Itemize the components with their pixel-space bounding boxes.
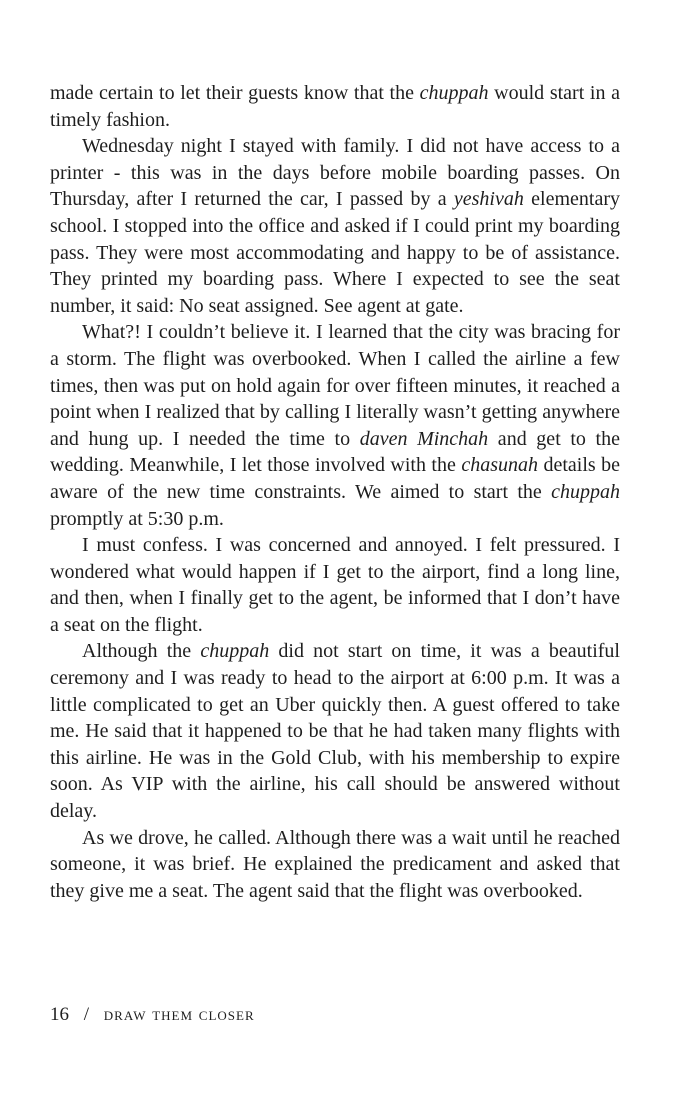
text-run: As we drove, he called. Although there was a wait until he reached someone, it was brief. He explained the predicament and asked that they give me a seat. The agent said that the flight was overbooked.: [50, 826, 620, 902]
book-title: draw them closer: [103, 1004, 255, 1025]
page-number: 16: [50, 1004, 69, 1025]
paragraph: [50, 133, 620, 319]
italic-term: chuppah: [419, 82, 489, 104]
italic-term: daven Minchah: [359, 427, 489, 450]
running-footer: [50, 1004, 255, 1026]
paragraph: [50, 532, 620, 638]
paragraph: [50, 825, 620, 905]
text-run: Although the: [82, 640, 201, 663]
text-run: did not start on time, it was a beautiful ceremony and I was ready to head to the airport at 6:00 p.m. It was a little complicated to get an Uber quickly then. A guest offered to take me. He said that it happened to be that he had taken many flights with this airline. He was in the Gold Club, with his membership to expire soon. As VIP with the airline, his call should be answered without delay.: [50, 640, 620, 823]
text-run: promptly at 5:30 p.m.: [50, 507, 224, 530]
italic-term: chasunah: [461, 454, 538, 477]
italic-term: yeshivah: [453, 188, 524, 211]
text-run: would start in a timely fashion.: [50, 82, 620, 131]
paragraph: [50, 80, 620, 133]
text-run: elementary school. I stopped into the office and asked if I could print my boarding pass. They were most accommodating and happy to be of assistance. They printed my boarding pass. Where I expected to see the seat number, it said: No seat assigned. See agent at gate.: [50, 188, 620, 317]
text-run: I must confess. I was concerned and annoyed. I felt pressured. I wondered what would happen if I get to the airport, find a long line, and then, when I finally get to the agent, be informed that I don’t have a seat on the flight.: [50, 534, 620, 636]
paragraph: [50, 319, 620, 532]
footer-separator: /: [83, 1004, 90, 1025]
text-run: What?! I couldn’t believe it. I learned that the city was bracing for a storm. The flight was overbooked. When I called the airline a few times, then was put on hold again for over fifteen minutes, it reached a point when I realized that by calling I literally wasn’t getting anywhere and hung up. I needed the time to: [50, 321, 620, 450]
body-text: [50, 80, 620, 904]
italic-term: chuppah: [200, 640, 270, 663]
italic-term: chuppah: [551, 480, 620, 503]
text-run: made certain to let their guests know that the: [50, 82, 420, 104]
text-run: and get to the wedding. Meanwhile, I let those involved with the: [50, 427, 620, 477]
paragraph: [50, 638, 620, 824]
text-run: details be aware of the new time constraints. We aimed to start the: [50, 454, 620, 503]
text-run: Wednesday night I stayed with family. I did not have access to a printer - this was in the days before mobile boarding passes. On Thursday, after I returned the car, I passed by a: [50, 135, 620, 211]
